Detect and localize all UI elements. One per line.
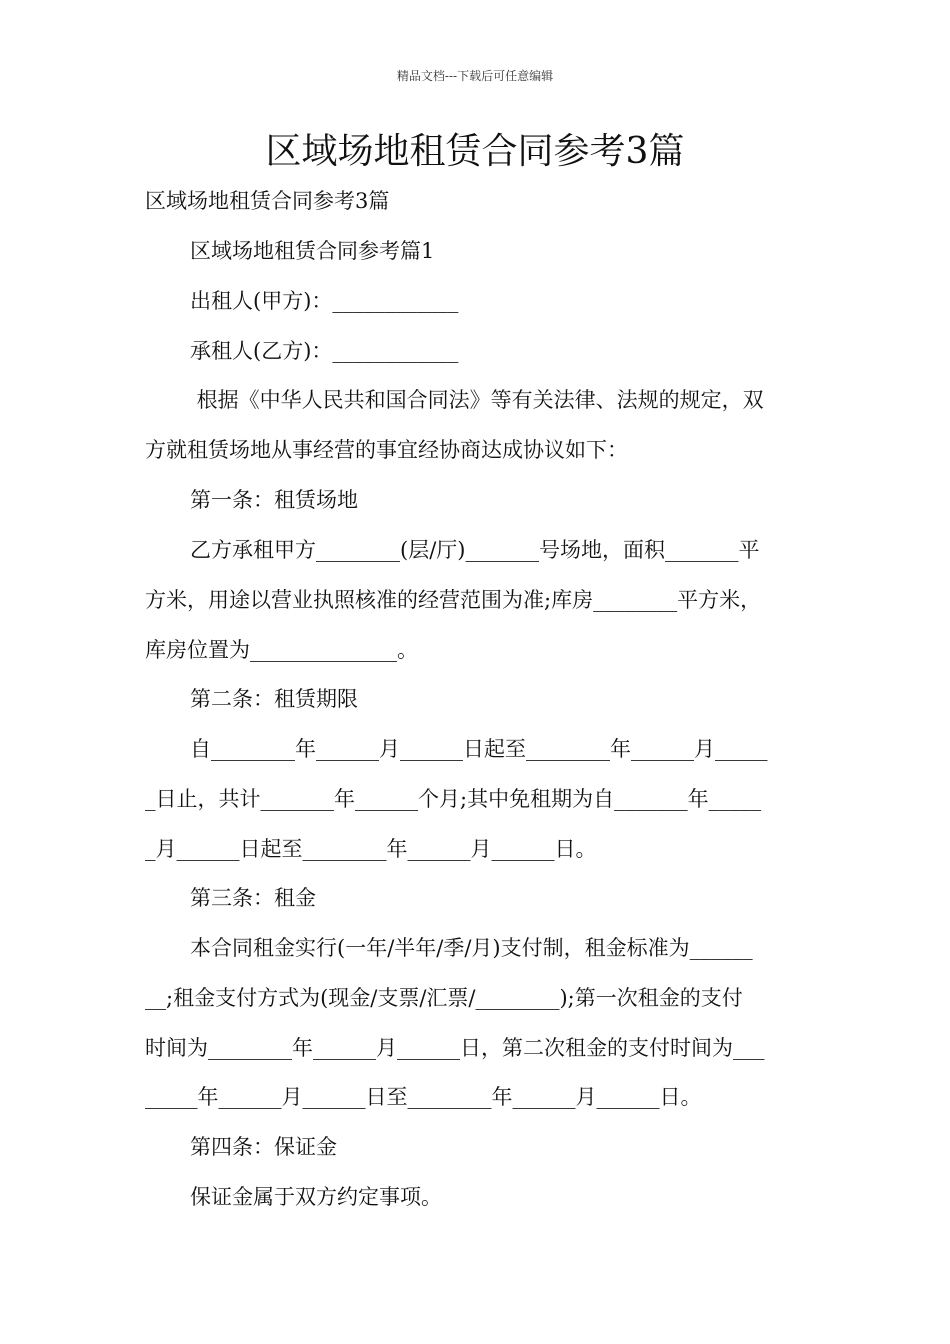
section-heading: 区域场地租赁合同参考篇1 — [190, 239, 435, 263]
paragraph-line: 时间为________年______月______日，第二次租金的支付时间为___ — [145, 1036, 765, 1060]
paragraph-line: 方米，用途以营业执照核准的经营范围为准;库房________平方米， — [145, 588, 762, 612]
article-heading: 第二条：租赁期限 — [190, 687, 358, 711]
paragraph-line: _____年______月______日至________年______月______日。 — [145, 1085, 702, 1109]
header-note: 精品文档---下载后可任意编辑 — [396, 69, 554, 83]
paragraph-line: 自________年______月______日起至________年______月_____ — [190, 737, 768, 761]
paragraph-line: _月______日起至________年______月______日。 — [145, 837, 597, 861]
paragraph-line: 根据《中华人民共和国合同法》等有关法律、法规的规定，双 — [190, 388, 764, 412]
paragraph-line: 乙方承租甲方________(层/厅)_______号场地，面积_______平 — [190, 538, 760, 562]
paragraph-line: 方就租赁场地从事经营的事宜经协商达成协议如下： — [145, 438, 628, 462]
paragraph-line: 本合同租金实行(一年/半年/季/月)支付制，租金标准为______ — [190, 936, 753, 960]
article-heading: 第一条：租赁场地 — [190, 488, 358, 512]
subtitle-line: 区域场地租赁合同参考3篇 — [145, 189, 390, 213]
article-heading: 第三条：租金 — [190, 886, 316, 910]
paragraph-line: 库房位置为______________。 — [145, 638, 418, 662]
lessor-line: 出租人(甲方)：____________ — [190, 289, 459, 313]
document-title: 区域场地租赁合同参考3篇 — [265, 131, 685, 172]
article-heading: 第四条：保证金 — [190, 1135, 337, 1159]
paragraph-line: 保证金属于双方约定事项。 — [190, 1185, 442, 1209]
lessee-line: 承租人(乙方)：____________ — [190, 339, 459, 363]
paragraph-line: _日止，共计_______年______个月;其中免租期为自_______年_____ — [145, 787, 762, 811]
paragraph-line: __;租金支付方式为(现金/支票/汇票/________);第一次租金的支付 — [145, 986, 743, 1010]
